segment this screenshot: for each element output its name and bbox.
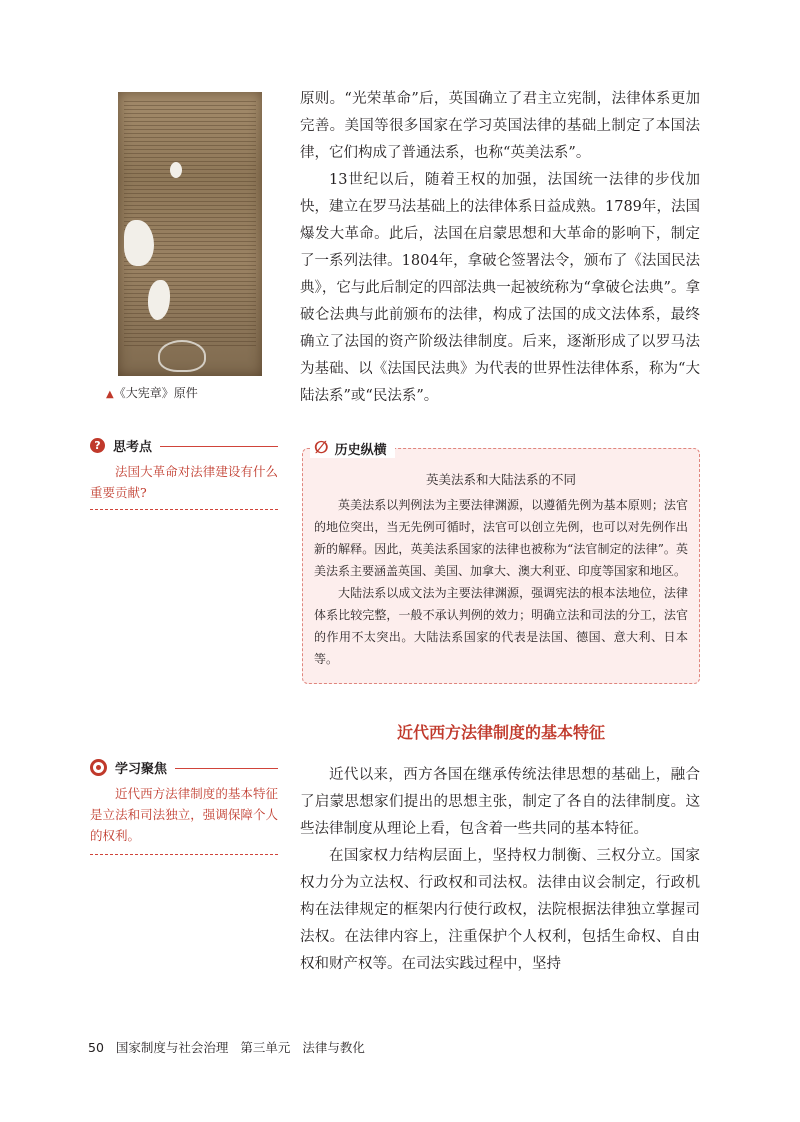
unit-title: 法律与教化 — [302, 1040, 365, 1055]
thinking-point-box — [90, 436, 278, 510]
thinking-point-header — [90, 436, 278, 455]
main-text-top — [300, 86, 700, 410]
divider — [160, 446, 278, 447]
seal-ribbon — [158, 340, 206, 372]
learning-focus-heading: 学习聚焦 — [115, 762, 168, 777]
main-text-bottom — [300, 762, 700, 978]
paragraph: 原则。“光荣革命”后，英国确立了君主立宪制，法律体系更加完善。美国等很多国家在学习英国法律的基础上制定了本国法律，它们构成了普通法系，也称“英美法系”。 — [300, 91, 700, 161]
learning-focus-header — [90, 758, 278, 777]
figure-caption — [106, 384, 198, 401]
learning-focus-text: 近代西方法律制度的基本特征是立法和司法独立，强调保障个人的权利。 — [90, 786, 278, 843]
history-body — [314, 494, 688, 670]
magna-carta-photo — [118, 92, 262, 376]
paragraph: 在国家权力结构层面上，坚持权力制衡、三权分立。国家权力分为立法权、行政权和司法权。法律由议会制定，行政机构在法律规定的框架内行使行政权，法院根据法律独立掌握司法权。在法律内容上，注重保护个人权利，包括生命权、自由权和财产权等。在司法实践过程中，坚持 — [300, 848, 700, 972]
history-icon: ∅ — [314, 438, 329, 458]
history-paragraph: 大陆法系以成文法为主要法律渊源，强调宪法的根本法地位，法律体系比较完整，一般不承认判例的效力；明确立法和司法的分工，法官的作用不太突出。大陆法系国家的代表是法国、德国、意大利、日本等。 — [314, 586, 688, 666]
history-heading: 历史纵横 — [334, 442, 387, 458]
book-title: 国家制度与社会治理 — [115, 1040, 229, 1055]
thinking-point-heading: 思考点 — [113, 440, 153, 455]
learning-focus-box — [90, 758, 278, 855]
dashed-divider — [90, 509, 278, 510]
paragraph: 13世纪以后，随着王权的加强，法国统一法律的步伐加快，建立在罗马法基础上的法律体系日益成熟。1789年，法国爆发大革命。此后，法国在启蒙思想和大革命的影响下，制定了一系列法律。1804年，拿破仑签署法令，颁布了《法国民法典》，它与此后制定的四部法典一起被统称为“拿破仑法典”。拿破仑法典与此前颁布的法律，构成了法国的成文法体系，最终确立了法国的资产阶级法律制度。后来，逐渐形成了以罗马法为基础、以《法国民法典》为代表的世界性法律体系，称为“大陆法系”或“民法系”。 — [300, 172, 700, 404]
damaged-area — [124, 220, 154, 266]
thinking-point-text: 法国大革命对法律建设有什么重要贡献? — [90, 464, 278, 500]
history-box-header — [310, 438, 395, 458]
target-icon — [90, 759, 107, 776]
caption-text: 《大宪章》原件 — [113, 386, 198, 400]
divider — [175, 768, 278, 769]
section-heading: 近代西方法律制度的基本特征 — [396, 723, 605, 742]
history-paragraph: 英美法系以判例法为主要法律渊源，以遵循先例为基本原则；法官的地位突出，当无先例可循时，法官可以创立先例，也可以对先例作出新的解释。因此，英美法系国家的法律也被称为“法官制定的法律”。英美法系主要涵盖英国、美国、加拿大、澳大利亚、印度等国家和地区。 — [314, 498, 688, 578]
damaged-area — [170, 162, 182, 178]
page-footer — [88, 1038, 373, 1056]
paragraph: 近代以来，西方各国在继承传统法律思想的基础上，融合了启蒙思想家们提出的思想主张，制定了各自的法律制度。这些法律制度从理论上看，包含着一些共同的基本特征。 — [300, 767, 700, 837]
dashed-divider — [90, 854, 278, 855]
unit-number: 第三单元 — [240, 1040, 291, 1055]
page-number: 50 — [88, 1040, 104, 1055]
history-title: 英美法系和大陆法系的不同 — [425, 472, 576, 487]
caption-triangle-icon: ▲ — [106, 389, 114, 400]
question-icon: ? — [90, 438, 105, 453]
